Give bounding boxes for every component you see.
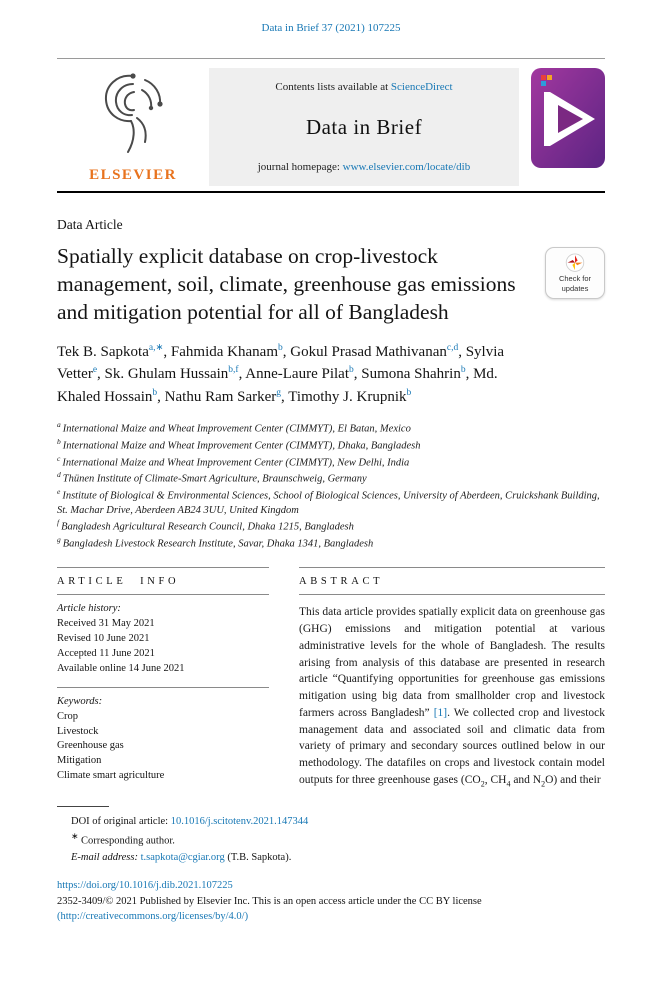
abstract-segment: 4: [506, 779, 511, 789]
author-separator: ,: [238, 366, 246, 383]
history-entry: Available online 14 June 2021: [57, 662, 185, 674]
abstract-segment: 2: [480, 779, 485, 789]
abstract-segment: This data article provides spatially explicit data on greenhouse gas (GHG) emissions and mitigation potential at various administrative levels for the whole of Bangladesh. The results arising from analysis of this database are presented in research article “Quantifying opportunities for greenhouse gas emissions mitigation using big data from smallholder crop and livestock farmers across Bangladesh”: [299, 606, 605, 719]
author-name-text: Tek B. Sapkota: [57, 343, 149, 360]
author-name: [105, 366, 246, 382]
journal-title: Data in Brief: [305, 114, 423, 139]
affiliation-sup: b: [57, 436, 61, 446]
abstract-segment: . We collected crop and livestock management data and associated soil and climatic data from variety of primary and secondary sources outlined below in our methodology. The datafiles on crops and livestock contain model outputs for three greenhouse gases (CO: [299, 706, 605, 786]
footnotes: [57, 806, 605, 866]
article-info-column: [57, 567, 269, 794]
author-name: [245, 366, 361, 382]
author-name: [288, 389, 411, 405]
abstract-heading: ABSTRACT: [299, 576, 384, 588]
journal-homepage-link[interactable]: www.elsevier.com/locate/dib: [342, 161, 471, 173]
abstract-segment: and N: [510, 774, 542, 786]
info-abstract-columns: [57, 567, 605, 794]
author-separator: ,: [157, 388, 165, 405]
abstract-segment: 2: [541, 779, 546, 789]
elsevier-wordmark: ELSEVIER: [89, 167, 177, 183]
masthead-divider: [57, 191, 605, 193]
homepage-line: [258, 161, 471, 173]
history-entry: Accepted 11 June 2021: [57, 647, 155, 659]
affiliation-sup: g: [57, 534, 61, 544]
affiliation-sup: d: [57, 470, 61, 480]
author-name-text: Timothy J. Krupnik: [288, 388, 407, 405]
author-name-text: Sk. Ghulam Hussain: [104, 366, 229, 383]
author-name: [171, 344, 290, 360]
contents-line: [275, 81, 452, 93]
email-note: [57, 850, 605, 866]
affiliation-text: Institute of Biological & Environmental Sciences, School of Biological Sciences, University of Aberdeen, Cruickshank Building, St. Machar Drive, Aberdeen AB24 3UU, United Kingdom: [57, 490, 600, 516]
affiliation-sup: a: [57, 420, 61, 430]
author-name-text: Sylvia Vetter: [57, 343, 505, 383]
imprint: [57, 878, 605, 924]
author-name: [361, 366, 473, 382]
keywords-label: Keywords:: [57, 695, 103, 707]
article-title: Spatially explicit database on crop-livestock management, soil, climate, greenhouse gas emissions and mitigation potential for all of Bangladesh: [57, 244, 516, 324]
author-separator: ,: [458, 343, 466, 360]
copyright-line: 2352-3409/© 2021 Published by Elsevier Inc. This is an open access article under the CC BY license: [57, 895, 482, 907]
keywords-list: [57, 710, 269, 785]
doi-label: DOI of original article:: [71, 816, 171, 828]
affiliation-text: Bangladesh Livestock Research Institute, Savar, Dhaka 1341, Bangladesh: [62, 538, 374, 550]
article-doi-link[interactable]: https://doi.org/10.1016/j.dib.2021.107225: [57, 880, 233, 892]
author-affiliation-sup[interactable]: b,f: [228, 365, 239, 376]
corresponding-text: Corresponding author.: [80, 835, 175, 847]
author-list: [57, 341, 542, 409]
author-affiliation-sup[interactable]: b: [152, 387, 158, 398]
author-name-text: Anne-Laure Pilat: [245, 366, 349, 383]
author-separator: ,: [353, 366, 362, 383]
abstract-segment: , CH: [484, 774, 507, 786]
author-name-text: Fahmida Khanam: [170, 343, 278, 360]
sciencedirect-link[interactable]: ScienceDirect: [390, 81, 453, 93]
original-doi-link[interactable]: 10.1016/j.scitotenv.2021.147344: [170, 816, 309, 828]
affiliation-sup: e: [57, 487, 61, 496]
author-separator: ,: [282, 343, 291, 360]
history-label: Article history:: [57, 603, 121, 615]
author-name: [57, 344, 171, 360]
author-affiliation-sup[interactable]: b: [277, 342, 283, 353]
abstract-text: [299, 595, 605, 790]
author-affiliation-sup[interactable]: c,d: [446, 342, 459, 353]
license-link[interactable]: (http://creativecommons.org/licenses/by/4.0/): [57, 910, 249, 922]
affiliation-sup: c: [57, 453, 61, 463]
affiliation-line: [57, 437, 605, 454]
footnote-divider: [57, 806, 109, 807]
author-name: [165, 389, 289, 405]
data-in-brief-cover-icon: [531, 68, 605, 168]
author-name-text: Sumona Shahrin: [361, 366, 461, 383]
history-entry: Revised 10 June 2021: [57, 633, 150, 644]
author-affiliation-sup[interactable]: a,∗: [148, 342, 164, 353]
author-affiliation-sup[interactable]: e: [92, 365, 98, 376]
author-affiliation-sup[interactable]: b: [349, 365, 354, 376]
author-separator: ,: [163, 343, 171, 360]
corresponding-author-note: [57, 830, 605, 850]
author-name-text: Gokul Prasad Mathivanan: [290, 343, 447, 360]
affiliation-text: International Maize and Wheat Improvement Center (CIMMYT), El Batan, Mexico: [62, 423, 411, 435]
author-affiliation-sup[interactable]: g: [276, 387, 282, 398]
check-updates-label: Check for updates: [558, 274, 592, 293]
affiliation-line: [57, 518, 605, 535]
author-separator: ,: [465, 366, 474, 383]
abstract-segment[interactable]: [1]: [433, 706, 448, 719]
article-type-label: Data Article: [57, 217, 123, 232]
affiliation-text: International Maize and Wheat Improvement Center (CIMMYT), New Delhi, India: [62, 457, 410, 469]
history-entry: Received 31 May 2021: [57, 618, 155, 630]
license-line: [57, 909, 605, 924]
author-affiliation-sup[interactable]: b: [406, 387, 412, 398]
affiliation-list: [57, 420, 605, 551]
affiliation-line: [57, 420, 605, 437]
email-link[interactable]: t.sapkota@cgiar.org: [140, 852, 225, 864]
author-separator: ,: [281, 388, 289, 405]
check-for-updates-badge[interactable]: [545, 247, 605, 299]
affiliation-line: [57, 487, 605, 518]
keywords-section: [57, 688, 269, 794]
crossmark-icon: [564, 253, 586, 272]
keyword: Greenhouse gas: [57, 740, 124, 752]
article-doi-line: [57, 878, 605, 893]
journal-reference: Data in Brief 37 (2021) 107225: [261, 22, 401, 34]
author-affiliation-sup[interactable]: b: [460, 365, 466, 376]
journal-masthead: [57, 68, 605, 186]
keyword: Crop: [57, 710, 78, 722]
affiliation-sup: f: [57, 517, 60, 527]
author-separator: ,: [97, 366, 105, 383]
abstract-segment: O) and their: [545, 774, 601, 786]
affiliation-line: [57, 535, 605, 552]
affiliation-line: [57, 454, 605, 471]
title-row: [57, 243, 605, 327]
author-name: [290, 344, 465, 360]
contents-prefix: Contents lists available at: [275, 81, 391, 93]
keyword: Mitigation: [57, 755, 102, 767]
homepage-prefix: journal homepage:: [257, 161, 343, 173]
article-info-heading: ARTICLE INFO: [57, 576, 180, 588]
elsevier-logo[interactable]: [57, 68, 209, 186]
email-label: E-mail address:: [71, 852, 141, 864]
author-name-text: Md. Khaled Hossain: [57, 366, 498, 405]
keyword: Livestock: [57, 725, 99, 737]
elsevier-tree-icon: [93, 70, 173, 160]
original-article-doi-note: [57, 814, 605, 830]
email-suffix: (T.B. Sapkota).: [224, 852, 292, 864]
affiliation-line: [57, 470, 605, 487]
article-history-section: [57, 595, 269, 687]
corresponding-marker: ∗: [71, 831, 79, 842]
affiliation-text: Bangladesh Agricultural Research Council, Dhaka 1215, Bangladesh: [61, 521, 354, 533]
journal-banner: [209, 68, 519, 186]
journal-cover[interactable]: [519, 68, 605, 186]
keyword: Climate smart agriculture: [57, 770, 165, 782]
author-name-text: Nathu Ram Sarker: [164, 388, 277, 405]
abstract-column: [299, 567, 605, 794]
history-list: [57, 617, 269, 677]
affiliation-text: International Maize and Wheat Improvement Center (CIMMYT), Dhaka, Bangladesh: [62, 440, 421, 452]
top-divider: [57, 58, 605, 59]
affiliation-text: Thünen Institute of Climate-Smart Agriculture, Braunschweig, Germany: [62, 473, 367, 485]
